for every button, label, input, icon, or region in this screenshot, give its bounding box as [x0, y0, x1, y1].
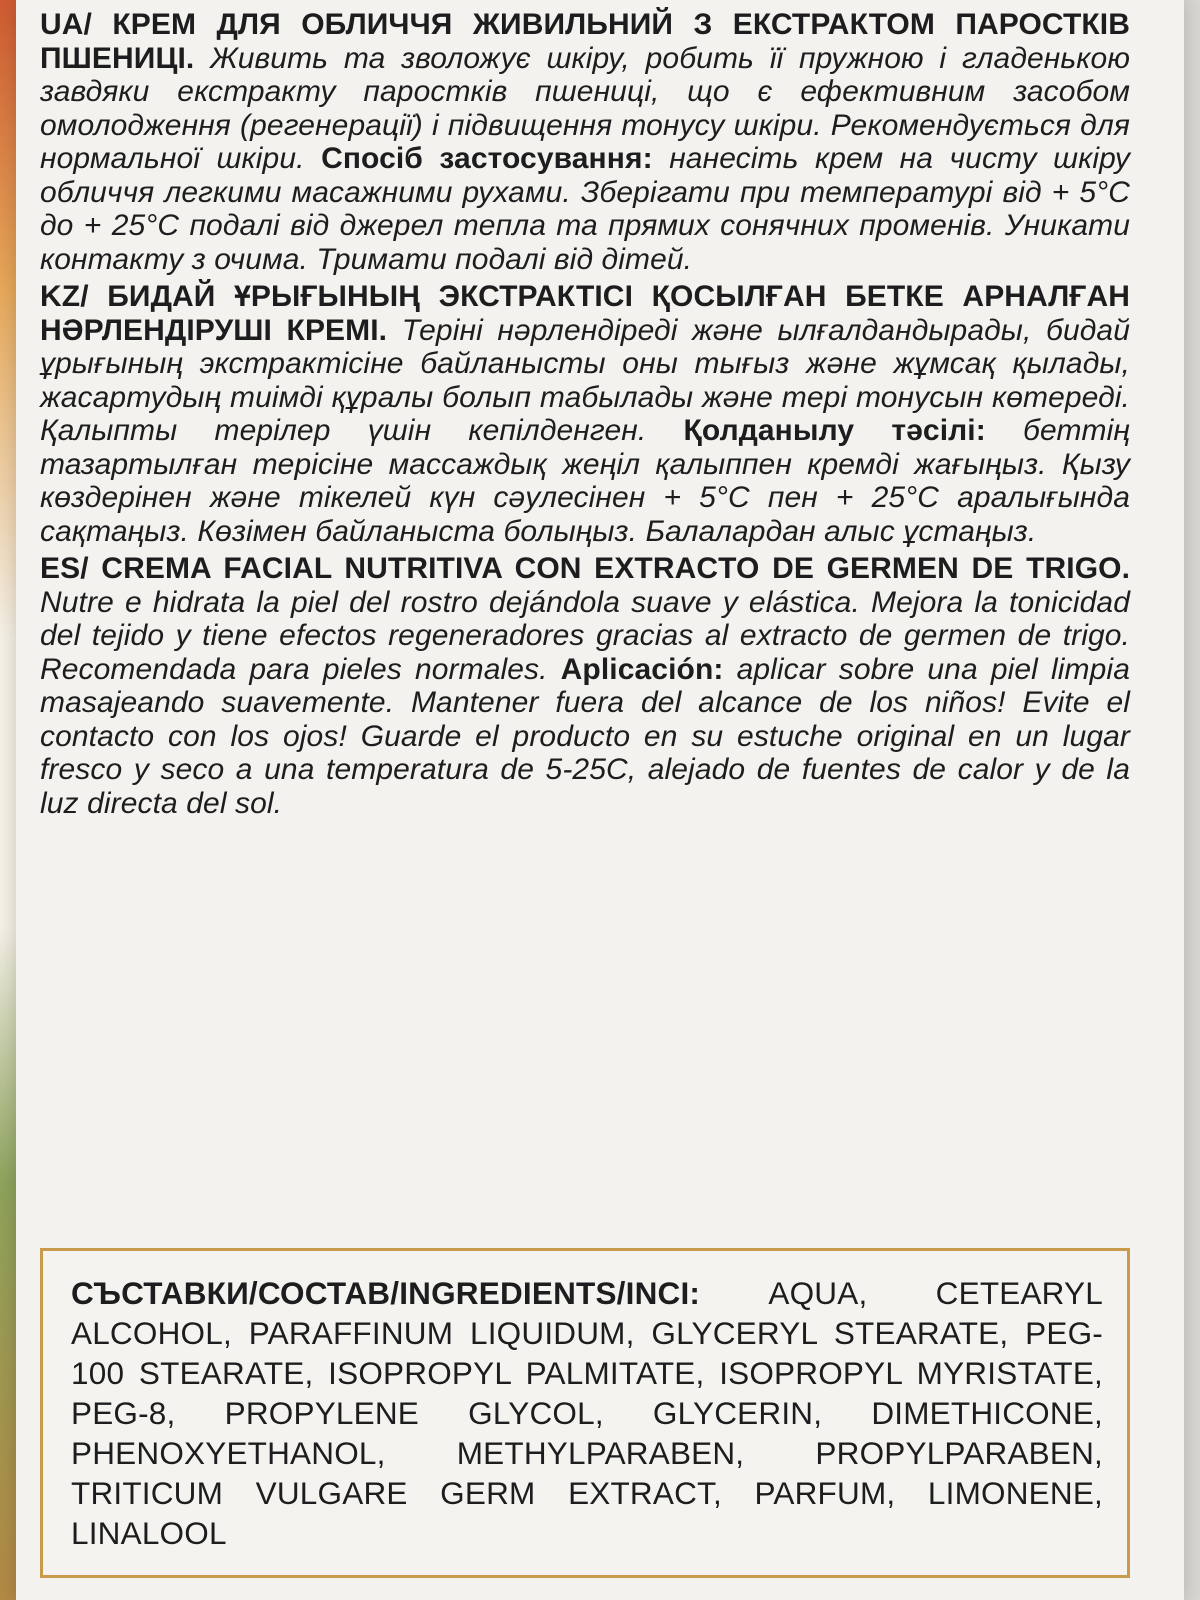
package-edge-right	[1184, 0, 1200, 1600]
section-kz-application-label: Қолданылу тәсілі:	[683, 414, 1024, 447]
ingredients-text	[71, 1273, 1103, 1553]
section-ua-application-text: нанесіть крем на чисту шкіру обличчя легкими масажними рухами. Зберігати при температурі від + 5°С до + 25°С подалі від джерел тепла та прямих сонячних променів. Уникати контакту з очима. Тримати подалі від дітей.	[40, 142, 1131, 276]
section-ua-application-label: Спосіб застосування:	[321, 142, 670, 175]
section-es-body: Nutre e hidrata la piel del rostro dejándola suave y elástica. Mejora la tonicidad del tejido y tiene efectos regeneradores gracias al extracto de germen de trigo. Recomendada para pieles normales.	[40, 585, 1130, 686]
section-kz-application-text: беттің тазартылған терісіне массаждық жеңіл қалыппен кремді жағыңыз. Қызу көздерінен және тікелей күн сәулесінен + 5°С пен + 25°С аралығында сақтаңыз. Көзімен байланыста болыңыз. Балалардан алыс ұстаңыз.	[40, 414, 1130, 548]
ingredients-list: AQUA, CETEARYL ALCOHOL, PARAFFINUM LIQUIDUM, GLYCERYL STEARATE, PEG-100 STEARATE, ISOPROPYL PALMITATE, ISOPROPYL MYRISTATE, PEG-8, PROPYLENE GLYCOL, GLYCERIN, DIMETHICONE, PHENOXYETHANOL, METHYLPARABEN, PROPYLPARABEN, TRITICUM VULGARE GERM EXTRACT, PARFUM, LIMONENE, LINALOOL	[71, 1275, 1103, 1551]
section-es-application-label: Aplicación:	[560, 652, 737, 686]
section-kz-heading: KZ/ БИДАЙ ҰРЫҒЫНЫҢ ЭКСТРАКТІСІ ҚОСЫЛҒАН БЕТКЕ АРНАЛҒАН НӘРЛЕНДІРУШІ КРЕМІ.	[40, 280, 1130, 347]
section-es	[40, 552, 1130, 820]
section-kz	[40, 280, 1130, 548]
ingredients-heading: СЪСТАВКИ/СОСТАВ/INGREDIENTS/INCI:	[71, 1275, 769, 1311]
label-content	[40, 8, 1130, 824]
section-ua-heading: UA/ КРЕМ ДЛЯ ОБЛИЧЧЯ ЖИВИЛЬНИЙ З ЕКСТРАКТОМ ПАРОСТКІВ ПШЕНИЦІ.	[40, 8, 1130, 75]
section-es-application-text: aplicar sobre una piel limpia masajeando suavemente. Mantener fuera del alcance de los niños! Evite el contacto con los ojos! Guarde el producto en su estuche original en un lugar fresco y seco a una temperatura de 5-25C, alejado de fuentes de calor y de la luz directa del sol.	[40, 652, 1130, 820]
section-ua	[40, 8, 1130, 276]
section-es-heading: ES/ CREMA FACIAL NUTRITIVA CON EXTRACTO DE GERMEN DE TRIGO.	[40, 552, 1130, 585]
ingredients-box	[40, 1248, 1130, 1578]
package-edge-left	[0, 0, 16, 1600]
section-kz-body: Теріні нәрлендіреді және ылғалдандырады, бидай ұрығының экстрактісіне байланысты оны тығыз және жұмсақ қылады, жасартудың тиімді құралы болып табылады және тері тонусын көтереді. Қалыпты терілер үшін кепілденген.	[40, 313, 1130, 447]
section-ua-body: Живить та зволожує шкіру, робить її пружною і гладенькою завдяки екстракту паростків пшениці, що є ефективним засобом омолодження (регенерації) і підвищення тонусу шкіри. Рекомендується для нормальної шкіри.	[40, 41, 1130, 175]
